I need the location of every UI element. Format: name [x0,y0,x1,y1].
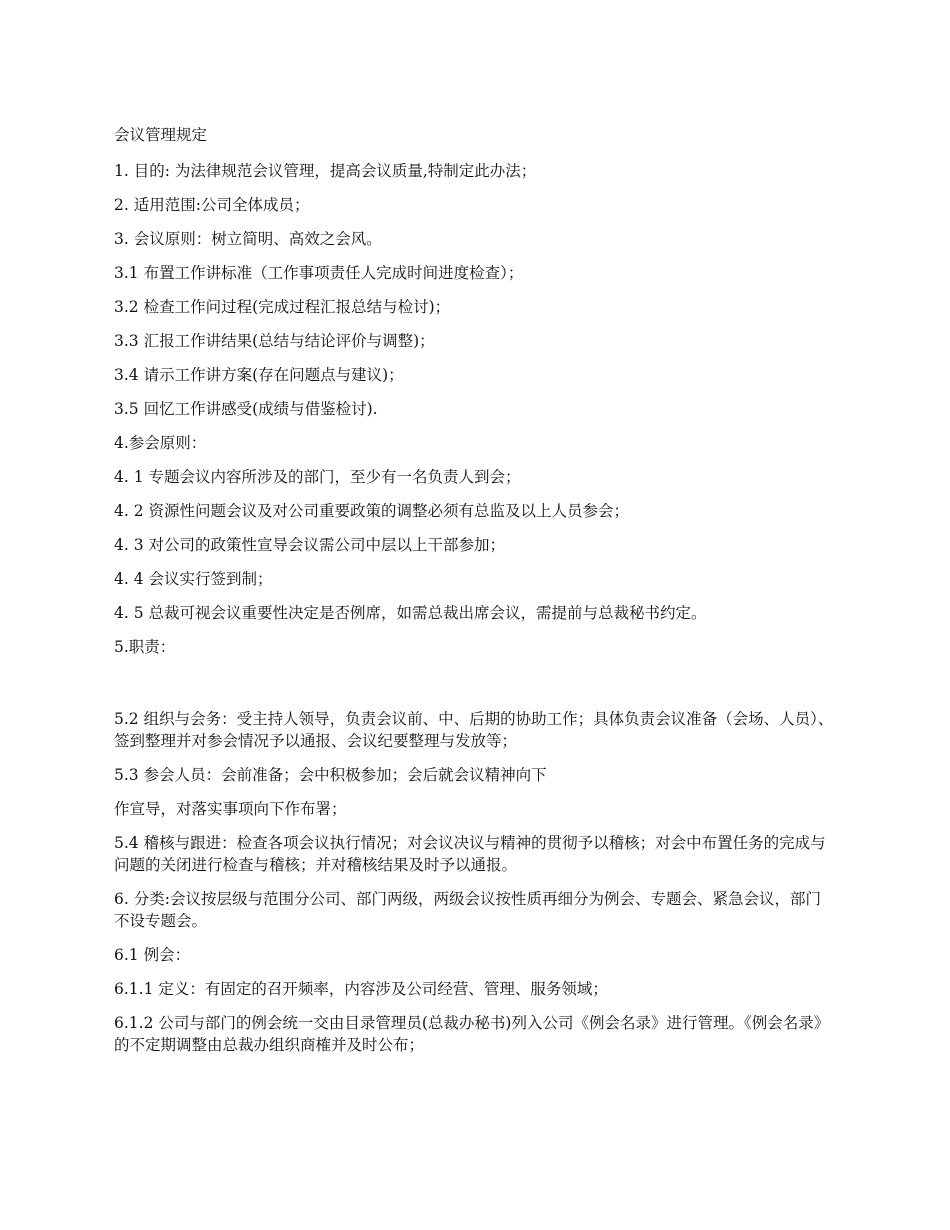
paragraph-4-3: 4. 3 对公司的政策性宣导会议需公司中层以上干部参加； [114,536,506,554]
paragraph-4-5: 4. 5 总裁可视会议重要性决定是否例席，如需总裁出席会议，需提前与总裁秘书约定。 [114,604,707,622]
paragraph-purpose: 1. 目的: 为法律规范会议管理，提高会议质量,特制定此办法； [114,162,537,180]
blank-gap [114,670,834,708]
paragraph-attendance-principle: 4.参会原则： [114,434,207,452]
paragraph-5-4: 5.4 稽核与跟进：检查各项会议执行情况；对会议决议与精神的贯彻予以稽核；对会中布置任务的完成与问题的关闭进行检查与稽核；并对稽核结果及时予以通报。 [114,834,826,874]
paragraph-3-4: 3.4 请示工作讲方案(存在问题点与建议)； [114,366,404,384]
paragraph-responsibilities: 5.职责： [114,638,176,656]
paragraph-3-3: 3.3 汇报工作讲结果(总结与结论评价与调整)； [114,332,435,350]
paragraph-6-1-2: 6.1.2 公司与部门的例会统一交由目录管理员(总裁办秘书)列入公司《例会名录》进行管理。《例会名录》的不定期调整由总裁办组织商榷并及时公布； [114,1014,830,1054]
paragraph-5-2: 5.2 组织与会务：受主持人领导，负责会议前、中、后期的协助工作；具体负责会议准备（会场、人员）、签到整理并对参会情况予以通报、会议纪要整理与发放等； [114,710,834,750]
paragraph-principle: 3. 会议原则：树立简明、高效之会风。 [114,230,382,248]
paragraph-3-1: 3.1 布置工作讲标准（工作事项责任人完成时间进度检查）； [114,264,524,282]
paragraph-5-3-continued: 作宣导，对落实事项向下作布署； [114,800,347,818]
paragraph-4-2: 4. 2 资源性问题会议及对公司重要政策的调整必须有总监及以上人员参会； [114,502,630,520]
paragraph-3-2: 3.2 检查工作问过程(完成过程汇报总结与检讨)； [114,298,451,316]
paragraph-scope: 2. 适用范围:公司全体成员； [114,196,310,214]
document-body [114,124,834,1068]
document-title: 会议管理规定 [114,126,208,144]
paragraph-4-4: 4. 4 会议实行签到制； [114,570,273,588]
paragraph-5-3: 5.3 参会人员：会前准备；会中积极参加；会后就会议精神向下 [114,766,547,784]
paragraph-3-5: 3.5 回忆工作讲感受(成绩与借鉴检讨). [114,400,378,418]
paragraph-classification: 6. 分类:会议按层级与范围分公司、部门两级，两级会议按性质再细分为例会、专题会、紧急会议，部门不设专题会。 [114,890,821,930]
paragraph-6-1-1: 6.1.1 定义：有固定的召开频率，内容涉及公司经营、管理、服务领域； [114,980,608,998]
paragraph-6-1: 6.1 例会： [114,946,191,964]
paragraph-4-1: 4. 1 专题会议内容所涉及的部门，至少有一名负责人到会； [114,468,521,486]
